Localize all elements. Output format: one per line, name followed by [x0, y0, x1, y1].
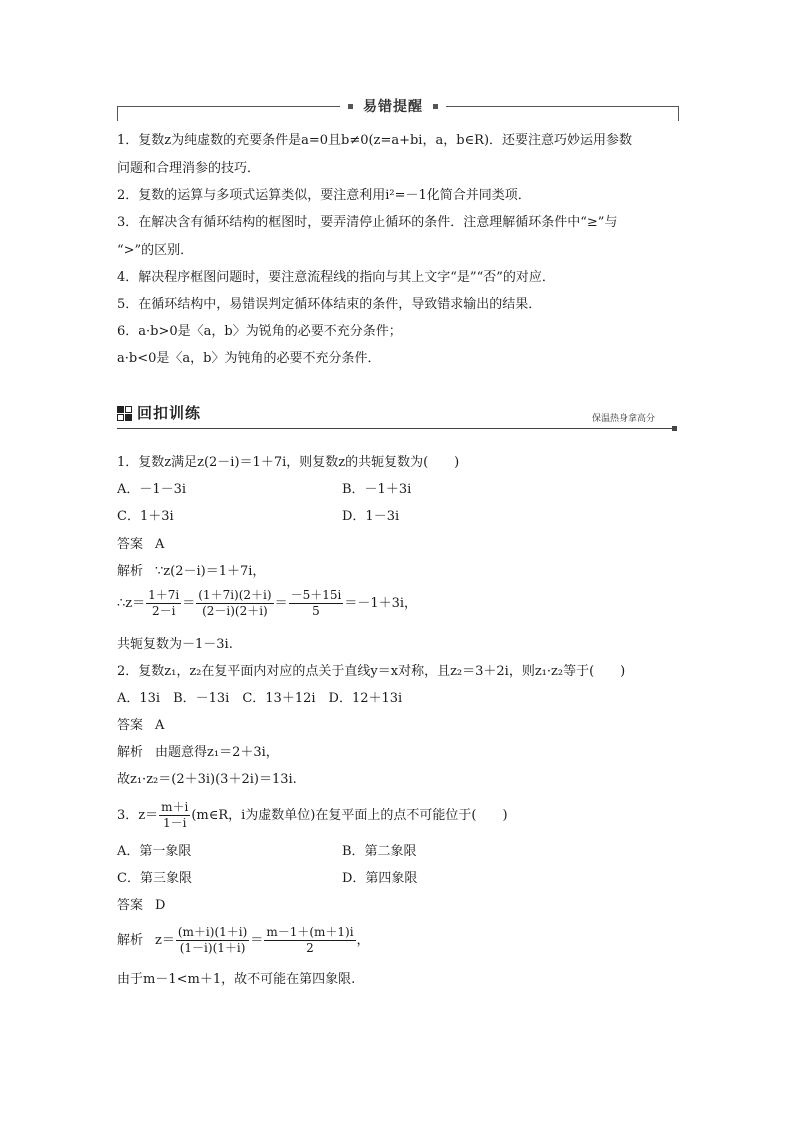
fraction	[196, 588, 273, 619]
denominator: (1－i)(1＋i)	[179, 941, 246, 955]
analysis-label: 解析	[117, 564, 144, 579]
denominator: 2	[306, 941, 314, 955]
formula-lead: ∴z＝	[117, 596, 146, 611]
q3-option-c: C．第三象限	[117, 871, 192, 886]
answer-value: A	[155, 718, 165, 733]
numerator: －5＋15i	[290, 588, 342, 602]
answer-value: A	[155, 537, 165, 552]
q1-conclusion: 共轭复数为－1－3i.	[117, 637, 233, 652]
tip-line: a·b<0是〈a，b〉为钝角的必要不充分条件．	[117, 351, 381, 366]
formula-lead: z＝	[155, 933, 175, 948]
square-bullet-icon	[433, 104, 438, 109]
numerator: (m＋i)(1＋i)	[177, 925, 248, 939]
tip-line: 4．解决程序框图问题时，要注意流程线的指向与其上文字“是”“否”的对应．	[117, 270, 555, 285]
answer-label: 答案	[117, 718, 144, 733]
tips-box-header	[340, 97, 446, 115]
q2-analysis-row	[117, 744, 279, 762]
fraction	[159, 800, 190, 831]
numerator: 1＋7i	[148, 588, 180, 602]
q1-answer-row	[117, 536, 164, 554]
q2-stem: 2．复数z₁，z₂在复平面内对应的点关于直线y＝x对称，且z₂＝3＋2i，则z₁·z₂等于( )	[117, 664, 626, 679]
q1-option-b: B．－1＋3i	[342, 482, 412, 497]
fraction	[289, 588, 344, 619]
q1-formula	[117, 588, 417, 620]
section-divider	[117, 428, 673, 429]
q2-analysis-line2: 故z₁·z₂＝(2＋3i)(3＋2i)＝13i.	[117, 772, 297, 787]
tip-line: 1．复数z为纯虚数的充要条件是a=0且b≠0(z=a+bi，a，b∈R)．还要注意巧妙运用参数	[117, 133, 633, 148]
q3-conclusion: 由于m－1<m＋1，故不可能在第四象限.	[117, 972, 356, 987]
q1-option-c: C．1＋3i	[117, 509, 174, 524]
q3-analysis-row	[117, 924, 370, 958]
q3-answer-row	[117, 897, 165, 915]
q3-stem	[117, 800, 508, 832]
tip-line: 问题和合理消参的技巧．	[117, 161, 261, 176]
numerator: m＋i	[161, 800, 189, 814]
q1-option-d: D．1－3i	[342, 509, 400, 524]
q3-option-a: A．第一象限	[117, 844, 192, 859]
tip-line: 6．a·b>0是〈a，b〉为锐角的必要不充分条件；	[117, 324, 402, 339]
equals-sign: ＝	[274, 596, 288, 611]
section-grid-icon	[117, 406, 132, 421]
answer-label: 答案	[117, 537, 144, 552]
answer-label: 答案	[117, 898, 144, 913]
tip-line: 3．在解决含有循环结构的框图时，要弄清停止循环的条件．注意理解循环条件中“≥”与	[117, 215, 618, 230]
section-title: 回扣训练	[137, 404, 202, 422]
analysis-text: 由题意得z₁＝2＋3i，	[155, 745, 279, 760]
fraction	[146, 588, 181, 619]
analysis-text: ∵z(2－i)＝1＋7i，	[155, 564, 266, 579]
equals-sign: ＝	[250, 933, 264, 948]
fraction	[176, 925, 249, 956]
analysis-label: 解析	[117, 745, 144, 760]
q2-answer-row	[117, 717, 164, 735]
q2-options: A．13i B．－13i C．13＋12i D．12＋13i	[117, 691, 403, 706]
fraction	[264, 925, 355, 956]
answer-value: D	[155, 898, 166, 913]
q3-option-d: D．第四象限	[342, 871, 418, 886]
numerator: m－1＋(m＋1)i	[266, 925, 354, 939]
square-bullet-icon	[348, 104, 353, 109]
analysis-label: 解析	[117, 933, 144, 948]
numerator: (1＋7i)(2＋i)	[198, 588, 272, 602]
denominator: 5	[312, 604, 320, 618]
equals-sign: ＝	[182, 596, 196, 611]
denominator: 2－i	[151, 604, 176, 618]
formula-tail: ＝－1＋3i，	[344, 596, 418, 611]
denominator: (2－i)(2＋i)	[202, 604, 268, 618]
q1-option-a: A．－1－3i	[117, 482, 187, 497]
denominator: 1－i	[162, 816, 187, 830]
tips-box-title: 易错提醒	[363, 99, 423, 115]
q1-stem: 1．复数z满足z(2－i)＝1＋7i，则复数z的共轭复数为( )	[117, 455, 460, 470]
stem-tail: (m∈R，i为虚数单位)在复平面上的点不可能位于( )	[191, 808, 508, 823]
section-divider-end	[672, 426, 677, 431]
formula-tail: ，	[356, 933, 370, 948]
section-subtitle: 保温热身拿高分	[592, 414, 656, 424]
q1-analysis-row	[117, 563, 265, 581]
q3-option-b: B．第二象限	[342, 844, 417, 859]
tip-line: “>”的区别．	[117, 243, 194, 258]
tip-line: 5．在循环结构中，易错误判定循环体结束的条件，导致错求输出的结果．	[117, 297, 542, 312]
tip-line: 2．复数的运算与多项式运算类似，要注意利用i²=－1化简合并同类项．	[117, 188, 531, 203]
stem-lead: 3．z＝	[117, 808, 159, 823]
